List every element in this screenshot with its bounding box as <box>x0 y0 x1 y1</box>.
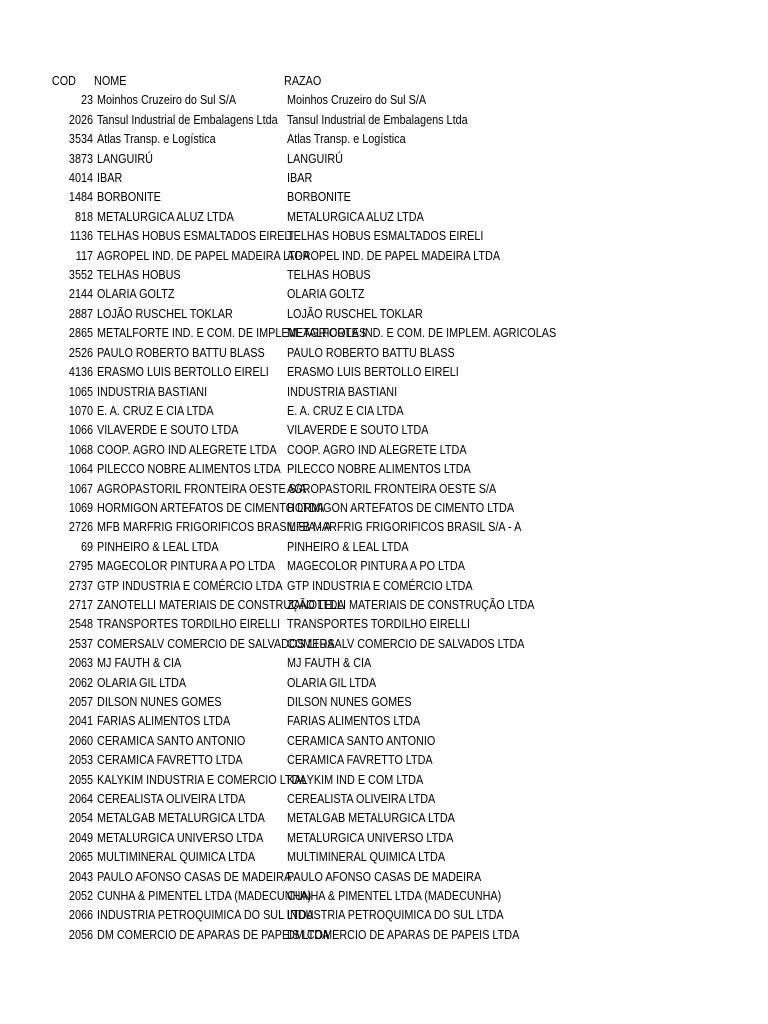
cell-nome: AGROPEL IND. DE PAPEL MADEIRA LTDA <box>97 248 311 263</box>
cell-razao: KALYKIM IND E COM LTDA <box>287 772 424 787</box>
table-row <box>0 421 768 440</box>
cell-cod: 2737 <box>68 578 93 593</box>
cell-nome: METALGAB METALURGICA LTDA <box>97 811 265 826</box>
cell-razao: OLARIA GOLTZ <box>287 287 365 302</box>
cell-cod: 23 <box>80 93 93 108</box>
cell-cod: 2144 <box>68 287 93 302</box>
cell-cod: 2026 <box>68 112 93 127</box>
cell-nome: INDUSTRIA PETROQUIMICA DO SUL LTDA <box>97 908 314 923</box>
cell-razao: MAGECOLOR PINTURA A PO LTDA <box>287 559 465 574</box>
cell-razao: ERASMO LUIS BERTOLLO EIRELI <box>287 365 459 380</box>
cell-nome: E. A. CRUZ E CIA LTDA <box>97 403 214 418</box>
cell-cod: 2064 <box>68 792 93 807</box>
cell-nome: OLARIA GOLTZ <box>97 287 175 302</box>
cell-nome: FARIAS ALIMENTOS LTDA <box>97 714 231 729</box>
cell-cod: 1068 <box>68 442 93 457</box>
cell-razao: COMERSALV COMERCIO DE SALVADOS LTDA <box>287 636 525 651</box>
table-row <box>0 91 768 110</box>
cell-cod: 2043 <box>68 869 93 884</box>
cell-nome: IBAR <box>97 171 123 186</box>
table-row <box>0 227 768 246</box>
table-row <box>0 538 768 557</box>
table-row <box>0 402 768 421</box>
cell-razao: METALURGICA UNIVERSO LTDA <box>287 830 454 845</box>
cell-cod: 3552 <box>68 268 93 283</box>
cell-razao: INDUSTRIA BASTIANI <box>287 384 398 399</box>
table-row <box>0 712 768 731</box>
cell-cod: 2795 <box>68 559 93 574</box>
cell-nome: METALURGICA UNIVERSO LTDA <box>97 830 264 845</box>
cell-razao: VILAVERDE E SOUTO LTDA <box>287 423 429 438</box>
table-row <box>0 809 768 828</box>
cell-cod: 2537 <box>68 636 93 651</box>
cell-nome: ZANOTELLI MATERIAIS DE CONSTRUÇÃO LTDA <box>97 597 345 612</box>
table-row <box>0 751 768 770</box>
cell-nome: PINHEIRO & LEAL LTDA <box>97 539 219 554</box>
cell-razao: Atlas Transp. e Logística <box>287 132 406 147</box>
cell-cod: 2049 <box>68 830 93 845</box>
cell-cod: 2066 <box>68 908 93 923</box>
cell-razao: PINHEIRO & LEAL LTDA <box>287 539 409 554</box>
cell-nome: MAGECOLOR PINTURA A PO LTDA <box>97 559 275 574</box>
cell-razao: MFB MARFRIG FRIGORIFICOS BRASIL S/A - A <box>287 520 522 535</box>
cell-cod: 2887 <box>68 306 93 321</box>
cell-nome: INDUSTRIA BASTIANI <box>97 384 208 399</box>
cell-razao: AGROPASTORIL FRONTEIRA OESTE S/A <box>287 481 497 496</box>
cell-razao: TELHAS HOBUS ESMALTADOS EIRELI <box>287 229 484 244</box>
cell-nome: HORMIGON ARTEFATOS DE CIMENTO LTDA <box>97 500 325 515</box>
cell-nome: MFB MARFRIG FRIGORIFICOS BRASIL S/A - A <box>97 520 332 535</box>
table-row <box>0 829 768 848</box>
cell-nome: DM COMERCIO DE APARAS DE PAPEIS LTDA <box>97 927 330 942</box>
cell-razao: TRANSPORTES TORDILHO EIRELLI <box>287 617 470 632</box>
cell-razao: DM COMERCIO DE APARAS DE PAPEIS LTDA <box>287 927 520 942</box>
cell-cod: 1067 <box>68 481 93 496</box>
cell-cod: 2065 <box>68 850 93 865</box>
cell-cod: 3873 <box>68 151 93 166</box>
cell-razao: CERAMICA FAVRETTO LTDA <box>287 753 433 768</box>
header-cod: COD <box>51 74 76 88</box>
cell-cod: 1484 <box>68 190 93 205</box>
cell-razao: LOJÃO RUSCHEL TOKLAR <box>287 306 423 321</box>
cell-cod: 2055 <box>68 772 93 787</box>
table-row <box>0 654 768 673</box>
cell-nome: CERAMICA SANTO ANTONIO <box>97 733 246 748</box>
cell-cod: 818 <box>74 209 93 224</box>
table-row <box>0 596 768 615</box>
cell-cod: 2548 <box>68 617 93 632</box>
cell-cod: 2052 <box>68 889 93 904</box>
cell-cod: 2717 <box>68 597 93 612</box>
cell-nome: ERASMO LUIS BERTOLLO EIRELI <box>97 365 269 380</box>
cell-cod: 1065 <box>68 384 93 399</box>
cell-nome: KALYKIM INDUSTRIA E COMERCIO LTDA <box>97 772 307 787</box>
table-row <box>0 266 768 285</box>
table-row <box>0 441 768 460</box>
table-row <box>0 383 768 402</box>
cell-nome: LANGUIRÚ <box>97 151 153 166</box>
cell-cod: 2063 <box>68 656 93 671</box>
header-row <box>0 72 768 91</box>
cell-cod: 4014 <box>68 171 93 186</box>
cell-razao: INDUSTRIA PETROQUIMICA DO SUL LTDA <box>287 908 504 923</box>
cell-cod: 2053 <box>68 753 93 768</box>
cell-razao: FARIAS ALIMENTOS LTDA <box>287 714 421 729</box>
cell-nome: COOP. AGRO IND ALEGRETE LTDA <box>97 442 277 457</box>
table-body <box>0 91 768 945</box>
cell-razao: MULTIMINERAL QUIMICA LTDA <box>287 850 446 865</box>
cell-cod: 2056 <box>68 927 93 942</box>
table-row <box>0 868 768 887</box>
cell-cod: 2062 <box>68 675 93 690</box>
cell-razao: GTP INDUSTRIA E COMÉRCIO LTDA <box>287 578 473 593</box>
table-row <box>0 363 768 382</box>
table-row <box>0 208 768 227</box>
cell-razao: HORMIGON ARTEFATOS DE CIMENTO LTDA <box>287 500 515 515</box>
table-row <box>0 285 768 304</box>
cell-nome: TRANSPORTES TORDILHO EIRELLI <box>97 617 280 632</box>
cell-razao: METALFORTE IND. E COM. DE IMPLEM. AGRICOLAS <box>287 326 557 341</box>
cell-cod: 3534 <box>68 132 93 147</box>
table-row <box>0 771 768 790</box>
cell-nome: PAULO ROBERTO BATTU BLASS <box>97 345 265 360</box>
cell-razao: MJ FAUTH & CIA <box>287 656 372 671</box>
table-row <box>0 790 768 809</box>
table-row <box>0 732 768 751</box>
table-row <box>0 150 768 169</box>
cell-razao: IBAR <box>287 171 313 186</box>
table-row <box>0 518 768 537</box>
cell-cod: 2726 <box>68 520 93 535</box>
cell-nome: Moinhos Cruzeiro do Sul S/A <box>97 93 237 108</box>
cell-nome: TELHAS HOBUS ESMALTADOS EIRELI <box>97 229 294 244</box>
cell-cod: 2041 <box>68 714 93 729</box>
table-row <box>0 247 768 266</box>
table-row <box>0 906 768 925</box>
cell-nome: DILSON NUNES GOMES <box>97 695 222 709</box>
cell-nome: BORBONITE <box>97 190 161 205</box>
cell-nome: METALURGICA ALUZ LTDA <box>97 209 234 224</box>
cell-nome: VILAVERDE E SOUTO LTDA <box>97 423 239 438</box>
table-row <box>0 887 768 906</box>
cell-nome: METALFORTE IND. E COM. DE IMPLEM. AGRICOLAS <box>97 326 367 341</box>
table-row <box>0 130 768 149</box>
table-row <box>0 635 768 654</box>
table-row <box>0 926 768 945</box>
header-nome: NOME <box>94 74 127 88</box>
cell-cod: 117 <box>75 248 93 263</box>
cell-razao: PAULO AFONSO CASAS DE MADEIRA <box>287 869 482 884</box>
cell-nome: PAULO AFONSO CASAS DE MADEIRA <box>97 869 292 884</box>
table-row <box>0 577 768 596</box>
cell-nome: OLARIA GIL LTDA <box>97 675 187 690</box>
table-row <box>0 324 768 343</box>
cell-razao: Tansul Industrial de Embalagens Ltda <box>287 112 468 127</box>
table-row <box>0 674 768 693</box>
table-row <box>0 480 768 499</box>
table-row <box>0 344 768 363</box>
cell-cod: 2526 <box>68 345 93 360</box>
cell-cod: 2054 <box>68 811 93 826</box>
table-row <box>0 499 768 518</box>
header-razao: RAZAO <box>284 74 322 88</box>
cell-nome: AGROPASTORIL FRONTEIRA OESTE S/A <box>97 481 307 496</box>
cell-nome: Atlas Transp. e Logística <box>97 132 216 147</box>
cell-razao: AGROPEL IND. DE PAPEL MADEIRA LTDA <box>287 248 501 263</box>
cell-nome: TELHAS HOBUS <box>97 268 181 283</box>
cell-nome: CEREALISTA OLIVEIRA LTDA <box>97 792 246 807</box>
cell-razao: Moinhos Cruzeiro do Sul S/A <box>287 93 427 108</box>
cell-cod: 1069 <box>68 500 93 515</box>
cell-razao: BORBONITE <box>287 190 351 205</box>
cell-razao: ZANOTELLI MATERIAIS DE CONSTRUÇÃO LTDA <box>287 597 535 612</box>
table-row <box>0 693 768 712</box>
cell-razao: E. A. CRUZ E CIA LTDA <box>287 403 404 418</box>
cell-cod: 69 <box>80 539 93 554</box>
table-row <box>0 169 768 188</box>
cell-nome: MJ FAUTH & CIA <box>97 656 182 671</box>
cell-razao: CEREALISTA OLIVEIRA LTDA <box>287 792 436 807</box>
cell-razao: LANGUIRÚ <box>287 151 343 166</box>
cell-razao: METALGAB METALURGICA LTDA <box>287 811 455 826</box>
cell-razao: PILECCO NOBRE ALIMENTOS LTDA <box>287 462 471 477</box>
cell-cod: 1136 <box>69 229 93 244</box>
cell-razao: OLARIA GIL LTDA <box>287 675 377 690</box>
cell-razao: CERAMICA SANTO ANTONIO <box>287 733 436 748</box>
cell-nome: GTP INDUSTRIA E COMÉRCIO LTDA <box>97 578 283 593</box>
table-row <box>0 557 768 576</box>
table-row <box>0 305 768 324</box>
cell-cod: 1066 <box>68 423 93 438</box>
cell-nome: LOJÃO RUSCHEL TOKLAR <box>97 306 233 321</box>
table-row <box>0 460 768 479</box>
cell-cod: 1064 <box>68 462 93 477</box>
cell-razao: PAULO ROBERTO BATTU BLASS <box>287 345 455 360</box>
cell-cod: 1070 <box>68 403 93 418</box>
cell-nome: MULTIMINERAL QUIMICA LTDA <box>97 850 256 865</box>
cell-nome: COMERSALV COMERCIO DE SALVADOS LTDA <box>97 636 335 651</box>
cell-nome: Tansul Industrial de Embalagens Ltda <box>97 112 278 127</box>
cell-razao: METALURGICA ALUZ LTDA <box>287 209 424 224</box>
cell-cod: 2865 <box>68 326 93 341</box>
cell-nome: PILECCO NOBRE ALIMENTOS LTDA <box>97 462 281 477</box>
cell-razao: COOP. AGRO IND ALEGRETE LTDA <box>287 442 467 457</box>
cell-cod: 4136 <box>68 365 93 380</box>
cell-nome: CERAMICA FAVRETTO LTDA <box>97 753 243 768</box>
table-row <box>0 111 768 130</box>
cell-cod: 2060 <box>68 733 93 748</box>
cell-razao: TELHAS HOBUS <box>287 268 371 283</box>
spreadsheet-table <box>0 72 768 945</box>
table-row <box>0 615 768 634</box>
cell-razao: CUNHA & PIMENTEL LTDA (MADECUNHA) <box>287 889 502 904</box>
cell-razao: DILSON NUNES GOMES <box>287 695 412 709</box>
cell-nome: CUNHA & PIMENTEL LTDA (MADECUNHA) <box>97 889 312 904</box>
cell-cod: 2057 <box>68 695 93 709</box>
table-row <box>0 848 768 867</box>
table-row <box>0 188 768 207</box>
